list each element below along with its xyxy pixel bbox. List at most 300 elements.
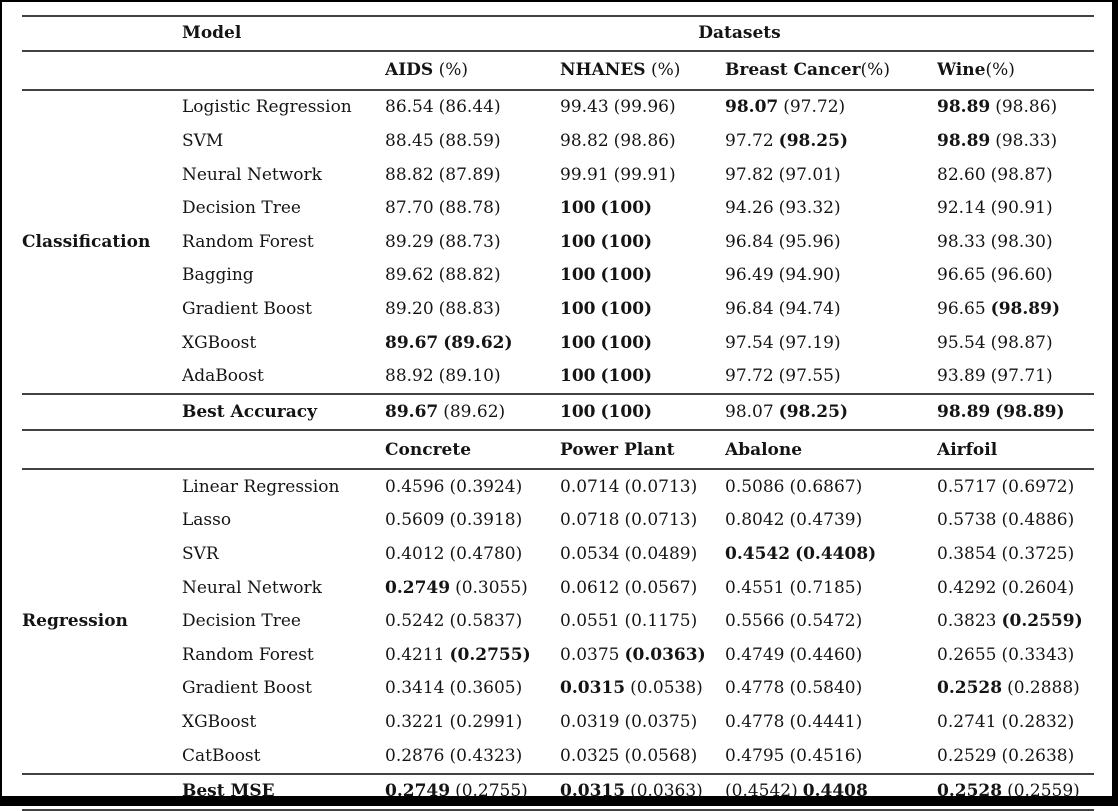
- value-text: (89.62): [443, 402, 505, 422]
- metric-cell: [385, 326, 560, 360]
- metric-cell: [937, 672, 1094, 706]
- model-name-cell: Linear Regression: [182, 469, 385, 504]
- dataset-column-header: [385, 51, 560, 90]
- value-text: (94.90): [779, 265, 841, 285]
- value-text: (88.59): [439, 131, 501, 151]
- value-text: (%): [433, 60, 468, 80]
- value-text: NHANES: [560, 60, 646, 80]
- metric-cell: [385, 225, 560, 259]
- value-text: (87.89): [439, 165, 501, 185]
- value-text: 89.20: [385, 299, 434, 319]
- value-text: (0.2559): [1001, 611, 1082, 631]
- value-text: (98.89): [991, 299, 1060, 319]
- metric-cell: [725, 504, 937, 538]
- value-text: 94.26: [725, 198, 774, 218]
- metric-cell: [937, 225, 1094, 259]
- value-text: (0.3055): [455, 578, 528, 598]
- value-text: (0.5472): [789, 611, 862, 631]
- metric-cell: [725, 125, 937, 159]
- value-text: (0.0363): [624, 645, 705, 665]
- metric-cell: [937, 259, 1094, 293]
- value-text: 98.82: [560, 131, 609, 151]
- summary-spacer: [22, 394, 182, 430]
- value-text: (0.7185): [789, 578, 862, 598]
- metric-cell: [385, 158, 560, 192]
- value-text: (100): [601, 299, 653, 319]
- metric-cell: [725, 774, 937, 810]
- value-text: 96.84: [725, 232, 774, 252]
- metric-cell: [937, 774, 1094, 810]
- value-text: 98.07: [725, 97, 778, 117]
- value-text: (0.0567): [624, 578, 697, 598]
- value-text: 0.0551: [560, 611, 619, 631]
- top-header-spacer: [22, 16, 182, 51]
- summary-spacer: [22, 774, 182, 810]
- value-text: 0.2741: [937, 712, 996, 732]
- value-text: (0.2559): [1007, 781, 1080, 801]
- model-name-cell: Lasso: [182, 504, 385, 538]
- metric-cell: [560, 672, 725, 706]
- value-text: 0.2528: [937, 781, 1002, 801]
- value-text: (98.25): [779, 402, 848, 422]
- model-name-cell: XGBoost: [182, 326, 385, 360]
- value-text: 0.0315: [560, 781, 625, 801]
- table-row: [22, 469, 1094, 504]
- value-text: 0.0375: [560, 645, 619, 665]
- value-text: 0.4795: [725, 746, 784, 766]
- value-text: 0.5717: [937, 477, 996, 497]
- metric-cell: [560, 706, 725, 740]
- value-text: (0.0538): [630, 678, 703, 698]
- value-text: (100): [601, 333, 653, 353]
- value-text: (89.10): [439, 366, 501, 386]
- value-text: 100: [560, 198, 596, 218]
- metric-cell: [385, 638, 560, 672]
- table-row: [22, 90, 1094, 125]
- value-text: (0.2755): [449, 645, 530, 665]
- value-text: (0.5840): [789, 678, 862, 698]
- value-text: 100: [560, 402, 596, 422]
- value-text: (0.4323): [449, 746, 522, 766]
- metric-cell: [937, 638, 1094, 672]
- value-text: 98.89: [937, 131, 990, 151]
- metric-cell: [385, 538, 560, 572]
- value-text: (88.78): [439, 198, 501, 218]
- value-text: (88.82): [439, 265, 501, 285]
- metric-cell: [937, 504, 1094, 538]
- value-text: (97.55): [779, 366, 841, 386]
- model-column-header: Model: [182, 16, 385, 51]
- value-text: (100): [601, 402, 653, 422]
- value-text: Breast Cancer: [725, 60, 861, 80]
- summary-row: [22, 394, 1094, 430]
- value-text: (98.86): [995, 97, 1057, 117]
- value-text: 0.2749: [385, 781, 450, 801]
- value-text: 97.72: [725, 131, 774, 151]
- value-text: 0.2749: [385, 578, 450, 598]
- value-text: (0.3924): [449, 477, 522, 497]
- value-text: (0.0713): [624, 477, 697, 497]
- metric-cell: [937, 469, 1094, 504]
- value-text: (0.2604): [1001, 578, 1074, 598]
- value-text: (%): [985, 60, 1014, 80]
- value-text: (100): [601, 265, 653, 285]
- value-text: (0.2755): [455, 781, 528, 801]
- value-text: Wine: [937, 60, 985, 80]
- table-row: [22, 504, 1094, 538]
- value-text: (97.19): [779, 333, 841, 353]
- subheader-spacer: [182, 51, 385, 90]
- table-row: [22, 739, 1094, 774]
- value-text: 0.0612: [560, 578, 619, 598]
- value-text: 100: [560, 366, 596, 386]
- value-text: (%): [861, 60, 890, 80]
- metric-cell: [937, 394, 1094, 430]
- value-text: (88.73): [439, 232, 501, 252]
- value-text: (0.3918): [449, 510, 522, 530]
- model-name-cell: SVM: [182, 125, 385, 159]
- table-row: [22, 672, 1094, 706]
- value-text: (0.4780): [449, 544, 522, 564]
- metric-cell: [560, 774, 725, 810]
- metric-cell: [560, 326, 725, 360]
- value-text: (0.0489): [624, 544, 697, 564]
- metric-cell: [560, 259, 725, 293]
- metric-cell: [560, 394, 725, 430]
- metric-cell: [937, 538, 1094, 572]
- value-text: AIDS: [385, 60, 433, 80]
- datasets-column-header: Datasets: [385, 16, 1094, 51]
- metric-cell: [725, 739, 937, 774]
- metric-cell: [937, 326, 1094, 360]
- value-text: (98.87): [991, 165, 1053, 185]
- value-text: (0.0713): [624, 510, 697, 530]
- value-text: 100: [560, 265, 596, 285]
- model-name-cell: Neural Network: [182, 158, 385, 192]
- dataset-column-header: [725, 51, 937, 90]
- metric-cell: [725, 706, 937, 740]
- metric-cell: [560, 571, 725, 605]
- value-text: (0.3343): [1001, 645, 1074, 665]
- table-row: [22, 638, 1094, 672]
- value-text: (0.6972): [1001, 477, 1074, 497]
- dataset-column-header: [937, 430, 1094, 469]
- value-text: 100: [560, 333, 596, 353]
- metric-cell: [560, 504, 725, 538]
- value-text: 0.8042: [725, 510, 784, 530]
- value-text: (96.60): [991, 265, 1053, 285]
- model-name-cell: SVR: [182, 538, 385, 572]
- value-text: 100: [560, 232, 596, 252]
- value-text: 0.4408: [803, 781, 868, 801]
- metric-cell: [725, 192, 937, 226]
- section-label: Regression: [22, 469, 182, 773]
- metric-cell: [937, 293, 1094, 327]
- value-text: (0.2888): [1007, 678, 1080, 698]
- metric-cell: [725, 326, 937, 360]
- subheader-spacer: [22, 51, 182, 90]
- value-text: (0.4739): [789, 510, 862, 530]
- metric-cell: [725, 259, 937, 293]
- value-text: 0.5242: [385, 611, 444, 631]
- metric-cell: [937, 125, 1094, 159]
- metric-cell: [937, 571, 1094, 605]
- table-row: [22, 706, 1094, 740]
- dataset-column-header: [560, 430, 725, 469]
- value-text: (94.74): [779, 299, 841, 319]
- table-row: [22, 360, 1094, 395]
- value-text: 0.4211: [385, 645, 444, 665]
- metric-cell: [725, 90, 937, 125]
- value-text: Airfoil: [937, 440, 997, 460]
- value-text: Concrete: [385, 440, 471, 460]
- metric-cell: [385, 394, 560, 430]
- value-text: Abalone: [725, 440, 802, 460]
- metric-cell: [560, 469, 725, 504]
- value-text: 88.45: [385, 131, 434, 151]
- metric-cell: [725, 538, 937, 572]
- value-text: 0.2529: [937, 746, 996, 766]
- dataset-column-header: [725, 430, 937, 469]
- model-name-cell: AdaBoost: [182, 360, 385, 395]
- value-text: 0.0718: [560, 510, 619, 530]
- value-text: 98.07: [725, 402, 774, 422]
- value-text: (100): [601, 232, 653, 252]
- value-text: 100: [560, 299, 596, 319]
- value-text: (89.62): [443, 333, 512, 353]
- value-text: (0.2832): [1001, 712, 1074, 732]
- metric-cell: [385, 571, 560, 605]
- dataset-column-header: [560, 51, 725, 90]
- value-text: 89.29: [385, 232, 434, 252]
- value-text: 0.5086: [725, 477, 784, 497]
- value-text: (0.4542): [725, 781, 798, 801]
- value-text: 96.84: [725, 299, 774, 319]
- table-row: [22, 125, 1094, 159]
- value-text: 0.0714: [560, 477, 619, 497]
- value-text: (0.4886): [1001, 510, 1074, 530]
- table-row: [22, 605, 1094, 639]
- metric-cell: [725, 360, 937, 395]
- metric-cell: [560, 125, 725, 159]
- value-text: 93.89: [937, 366, 986, 386]
- value-text: 95.54: [937, 333, 986, 353]
- results-table: [22, 15, 1094, 811]
- value-text: (0.4516): [789, 746, 862, 766]
- table-row: [22, 293, 1094, 327]
- model-name-cell: Decision Tree: [182, 605, 385, 639]
- metric-cell: [560, 638, 725, 672]
- metric-cell: [385, 774, 560, 810]
- metric-cell: [385, 739, 560, 774]
- metric-cell: [560, 360, 725, 395]
- metric-cell: [385, 605, 560, 639]
- value-text: (0.4408): [795, 544, 876, 564]
- table-row: [22, 192, 1094, 226]
- model-name-cell: Gradient Boost: [182, 293, 385, 327]
- metric-cell: [385, 672, 560, 706]
- value-text: 0.5609: [385, 510, 444, 530]
- value-text: 99.43: [560, 97, 609, 117]
- value-text: (97.71): [991, 366, 1053, 386]
- value-text: (0.0568): [624, 746, 697, 766]
- value-text: (99.96): [614, 97, 676, 117]
- metric-cell: [937, 192, 1094, 226]
- top-header-row: [22, 16, 1094, 51]
- value-text: 0.4749: [725, 645, 784, 665]
- value-text: 0.3854: [937, 544, 996, 564]
- metric-cell: [560, 739, 725, 774]
- value-text: (90.91): [991, 198, 1053, 218]
- section-label: Classification: [22, 90, 182, 394]
- table-body: [22, 51, 1094, 810]
- value-text: (0.3605): [449, 678, 522, 698]
- value-text: (0.6867): [789, 477, 862, 497]
- value-text: (0.2991): [449, 712, 522, 732]
- value-text: (86.44): [439, 97, 501, 117]
- model-name-cell: Gradient Boost: [182, 672, 385, 706]
- value-text: (95.96): [779, 232, 841, 252]
- table-row: [22, 326, 1094, 360]
- model-name-cell: Random Forest: [182, 225, 385, 259]
- value-text: 89.67: [385, 402, 438, 422]
- dataset-column-header: [385, 430, 560, 469]
- metric-cell: [937, 90, 1094, 125]
- metric-cell: [385, 504, 560, 538]
- value-text: 0.4542: [725, 544, 790, 564]
- model-name-cell: CatBoost: [182, 739, 385, 774]
- value-text: 0.2528: [937, 678, 1002, 698]
- model-name-cell: Logistic Regression: [182, 90, 385, 125]
- value-text: 0.0319: [560, 712, 619, 732]
- metric-cell: [385, 192, 560, 226]
- value-text: 96.65: [937, 265, 986, 285]
- value-text: (93.32): [779, 198, 841, 218]
- value-text: 0.5738: [937, 510, 996, 530]
- value-text: 97.72: [725, 366, 774, 386]
- value-text: 98.33: [937, 232, 986, 252]
- value-text: (97.01): [779, 165, 841, 185]
- value-text: (100): [601, 366, 653, 386]
- value-text: (0.5837): [449, 611, 522, 631]
- value-text: 98.89: [937, 97, 990, 117]
- metric-cell: [385, 360, 560, 395]
- dataset-subheader-row: [22, 51, 1094, 90]
- value-text: 87.70: [385, 198, 434, 218]
- value-text: 0.4778: [725, 712, 784, 732]
- model-name-cell: XGBoost: [182, 706, 385, 740]
- metric-cell: [725, 571, 937, 605]
- value-text: Power Plant: [560, 440, 674, 460]
- metric-cell: [725, 672, 937, 706]
- value-text: (98.33): [995, 131, 1057, 151]
- value-text: (0.3725): [1001, 544, 1074, 564]
- value-text: 97.54: [725, 333, 774, 353]
- metric-cell: [560, 538, 725, 572]
- table-row: [22, 571, 1094, 605]
- metric-cell: [725, 469, 937, 504]
- value-text: 88.92: [385, 366, 434, 386]
- value-text: 0.3823: [937, 611, 996, 631]
- value-text: 0.4551: [725, 578, 784, 598]
- table-row: [22, 158, 1094, 192]
- metric-cell: [725, 394, 937, 430]
- value-text: (%): [646, 60, 681, 80]
- value-text: 89.67: [385, 333, 438, 353]
- metric-cell: [725, 293, 937, 327]
- value-text: (0.4441): [789, 712, 862, 732]
- value-text: 0.2655: [937, 645, 996, 665]
- value-text: 99.91: [560, 165, 609, 185]
- value-text: 86.54: [385, 97, 434, 117]
- summary-label: Best Accuracy: [182, 394, 385, 430]
- metric-cell: [560, 605, 725, 639]
- value-text: (100): [601, 198, 653, 218]
- value-text: 0.4012: [385, 544, 444, 564]
- subheader-spacer: [22, 430, 182, 469]
- value-text: 0.3221: [385, 712, 444, 732]
- dataset-subheader-row: [22, 430, 1094, 469]
- metric-cell: [385, 293, 560, 327]
- value-text: 0.0534: [560, 544, 619, 564]
- value-text: (99.91): [614, 165, 676, 185]
- value-text: 0.2876: [385, 746, 444, 766]
- metric-cell: [385, 90, 560, 125]
- value-text: 0.4292: [937, 578, 996, 598]
- value-text: (0.0375): [624, 712, 697, 732]
- model-name-cell: Random Forest: [182, 638, 385, 672]
- model-name-cell: Decision Tree: [182, 192, 385, 226]
- metric-cell: [725, 158, 937, 192]
- table-row: [22, 259, 1094, 293]
- metric-cell: [937, 158, 1094, 192]
- value-text: 89.62: [385, 265, 434, 285]
- metric-cell: [560, 225, 725, 259]
- metric-cell: [937, 360, 1094, 395]
- metric-cell: [385, 259, 560, 293]
- metric-cell: [385, 706, 560, 740]
- value-text: 88.82: [385, 165, 434, 185]
- metric-cell: [725, 605, 937, 639]
- metric-cell: [560, 192, 725, 226]
- value-text: 0.5566: [725, 611, 784, 631]
- value-text: (0.4460): [789, 645, 862, 665]
- value-text: (98.87): [991, 333, 1053, 353]
- dataset-column-header: [937, 51, 1094, 90]
- value-text: 0.3414: [385, 678, 444, 698]
- value-text: 82.60: [937, 165, 986, 185]
- value-text: 96.49: [725, 265, 774, 285]
- value-text: 97.82: [725, 165, 774, 185]
- value-text: (0.0363): [630, 781, 703, 801]
- value-text: 98.89: [937, 402, 990, 422]
- table-row: [22, 538, 1094, 572]
- model-name-cell: Bagging: [182, 259, 385, 293]
- value-text: 92.14: [937, 198, 986, 218]
- value-text: (97.72): [783, 97, 845, 117]
- value-text: (88.83): [439, 299, 501, 319]
- value-text: 96.65: [937, 299, 986, 319]
- metric-cell: [725, 225, 937, 259]
- value-text: (0.2638): [1001, 746, 1074, 766]
- table-row: [22, 225, 1094, 259]
- metric-cell: [937, 605, 1094, 639]
- value-text: 0.4778: [725, 678, 784, 698]
- summary-row: [22, 774, 1094, 810]
- metric-cell: [560, 90, 725, 125]
- metric-cell: [937, 706, 1094, 740]
- value-text: (98.30): [991, 232, 1053, 252]
